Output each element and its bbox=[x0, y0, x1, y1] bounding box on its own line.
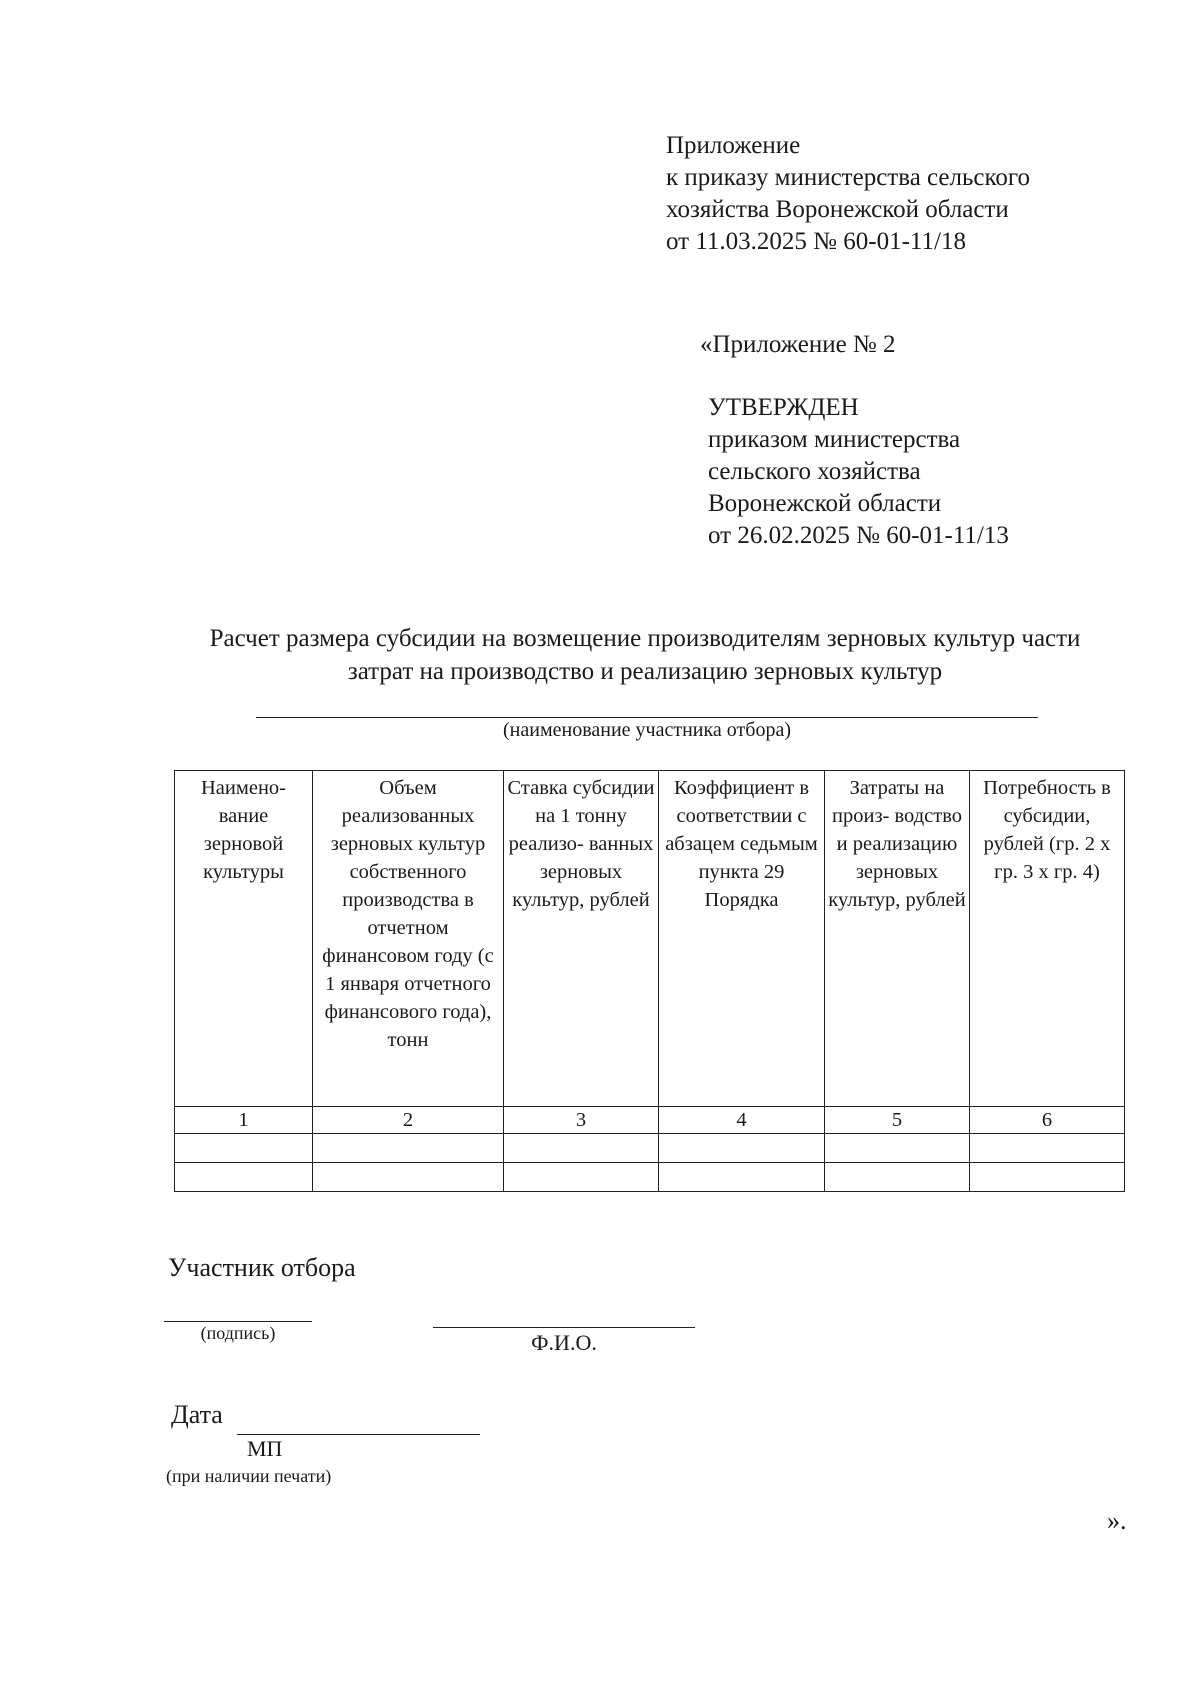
header-costs: Затраты на произ- водство и реализацию зерновых культур, рублей bbox=[825, 771, 970, 1107]
table-cell[interactable] bbox=[504, 1134, 659, 1163]
date-label: Дата bbox=[171, 1400, 223, 1429]
full-name-line bbox=[433, 1327, 695, 1328]
column-number: 3 bbox=[504, 1107, 659, 1134]
column-number: 2 bbox=[313, 1107, 504, 1134]
table-header-row bbox=[175, 771, 1125, 1107]
appendix-line-1: к приказу министерства сельского bbox=[666, 164, 1031, 191]
approved-line-1: приказом министерства bbox=[708, 426, 961, 453]
table-cell[interactable] bbox=[175, 1163, 313, 1192]
appendix-line-3: от 11.03.2025 № 60-01-11/18 bbox=[666, 228, 966, 255]
appendix-label: Приложение bbox=[666, 132, 801, 159]
table-cell[interactable] bbox=[313, 1163, 504, 1192]
signature-line bbox=[164, 1321, 312, 1322]
approved-line-3: Воронежской области bbox=[708, 490, 942, 517]
column-number: 5 bbox=[825, 1107, 970, 1134]
header-crop-name: Наимено- вание зерновой культуры bbox=[175, 771, 313, 1107]
header-volume: Объем реализованных зерновых культур собственного производства в отчетном финансовом году (с 1 января отчетного финансового года), тонн bbox=[313, 771, 504, 1107]
table-row bbox=[175, 1134, 1125, 1163]
date-line bbox=[237, 1434, 480, 1435]
signature-caption: (подпись) bbox=[200, 1323, 276, 1343]
participant-label: Участник отбора bbox=[168, 1253, 356, 1282]
appendix-block bbox=[666, 130, 1030, 258]
header-coefficient: Коэффициент в соответствии с абзацем седьмым пункта 29 Порядка bbox=[659, 771, 825, 1107]
table-cell[interactable] bbox=[659, 1134, 825, 1163]
closing-quote: ». bbox=[1107, 1506, 1127, 1535]
document-title-line-1: Расчет размера субсидии на возмещение производителям зерновых культур части bbox=[209, 625, 1081, 652]
participant-name-caption: (наименование участника отбора) bbox=[503, 719, 791, 741]
header-rate: Ставка субсидии на 1 тонну реализо- ванных зерновых культур, рублей bbox=[504, 771, 659, 1107]
stamp-note: (при наличии печати) bbox=[166, 1466, 332, 1486]
column-number: 6 bbox=[970, 1107, 1125, 1134]
table-cell[interactable] bbox=[970, 1134, 1125, 1163]
table-row bbox=[175, 1163, 1125, 1192]
table-cell[interactable] bbox=[825, 1134, 970, 1163]
table-cell[interactable] bbox=[659, 1163, 825, 1192]
table-cell[interactable] bbox=[504, 1163, 659, 1192]
approved-title: УТВЕРЖДЕН bbox=[708, 394, 859, 421]
table-cell[interactable] bbox=[825, 1163, 970, 1192]
appendix-number: «Приложение № 2 bbox=[700, 331, 896, 358]
full-name-caption: Ф.И.О. bbox=[531, 1330, 597, 1355]
document-title-line-2: затрат на производство и реализацию зерновых культур bbox=[347, 658, 943, 685]
stamp-label: МП bbox=[247, 1436, 283, 1461]
table-cell[interactable] bbox=[175, 1134, 313, 1163]
column-number: 1 bbox=[175, 1107, 313, 1134]
table-number-row bbox=[175, 1107, 1125, 1134]
header-subsidy-need: Потребность в субсидии, рублей (гр. 2 х гр. 3 х гр. 4) bbox=[970, 771, 1125, 1107]
column-number: 4 bbox=[659, 1107, 825, 1134]
table-cell[interactable] bbox=[313, 1134, 504, 1163]
document-title bbox=[130, 622, 1160, 688]
approved-block bbox=[708, 392, 1009, 552]
table-cell[interactable] bbox=[970, 1163, 1125, 1192]
calculation-table bbox=[174, 770, 1125, 1192]
approved-line-4: от 26.02.2025 № 60-01-11/13 bbox=[708, 522, 1009, 549]
participant-name-line bbox=[256, 717, 1038, 718]
approved-line-2: сельского хозяйства bbox=[708, 458, 921, 485]
appendix-line-2: хозяйства Воронежской области bbox=[666, 196, 1009, 223]
